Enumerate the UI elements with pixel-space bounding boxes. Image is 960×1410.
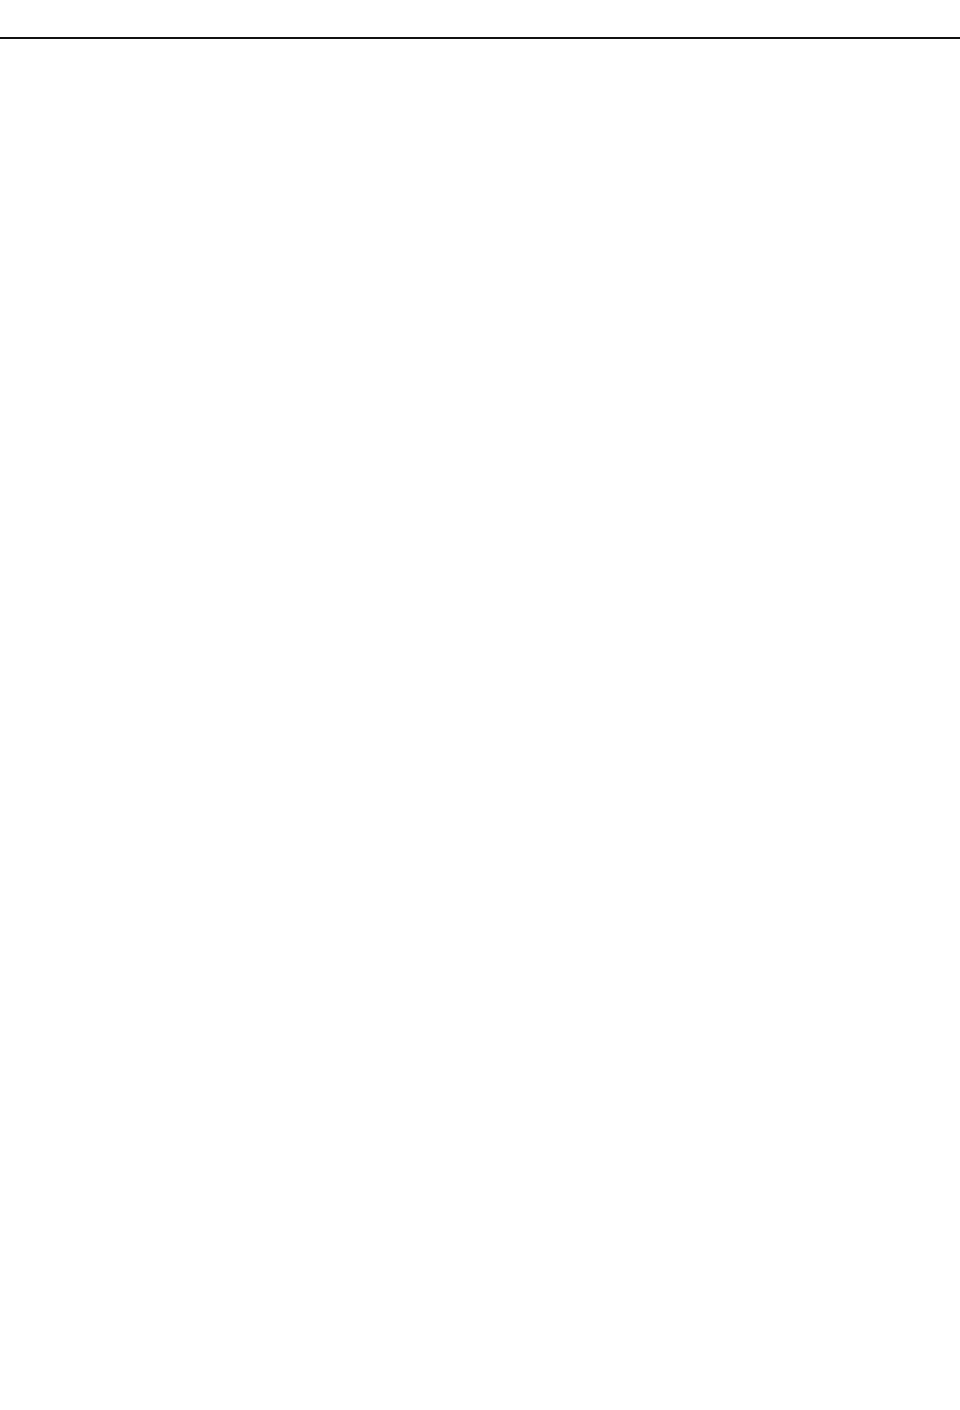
header-rule xyxy=(0,37,960,39)
